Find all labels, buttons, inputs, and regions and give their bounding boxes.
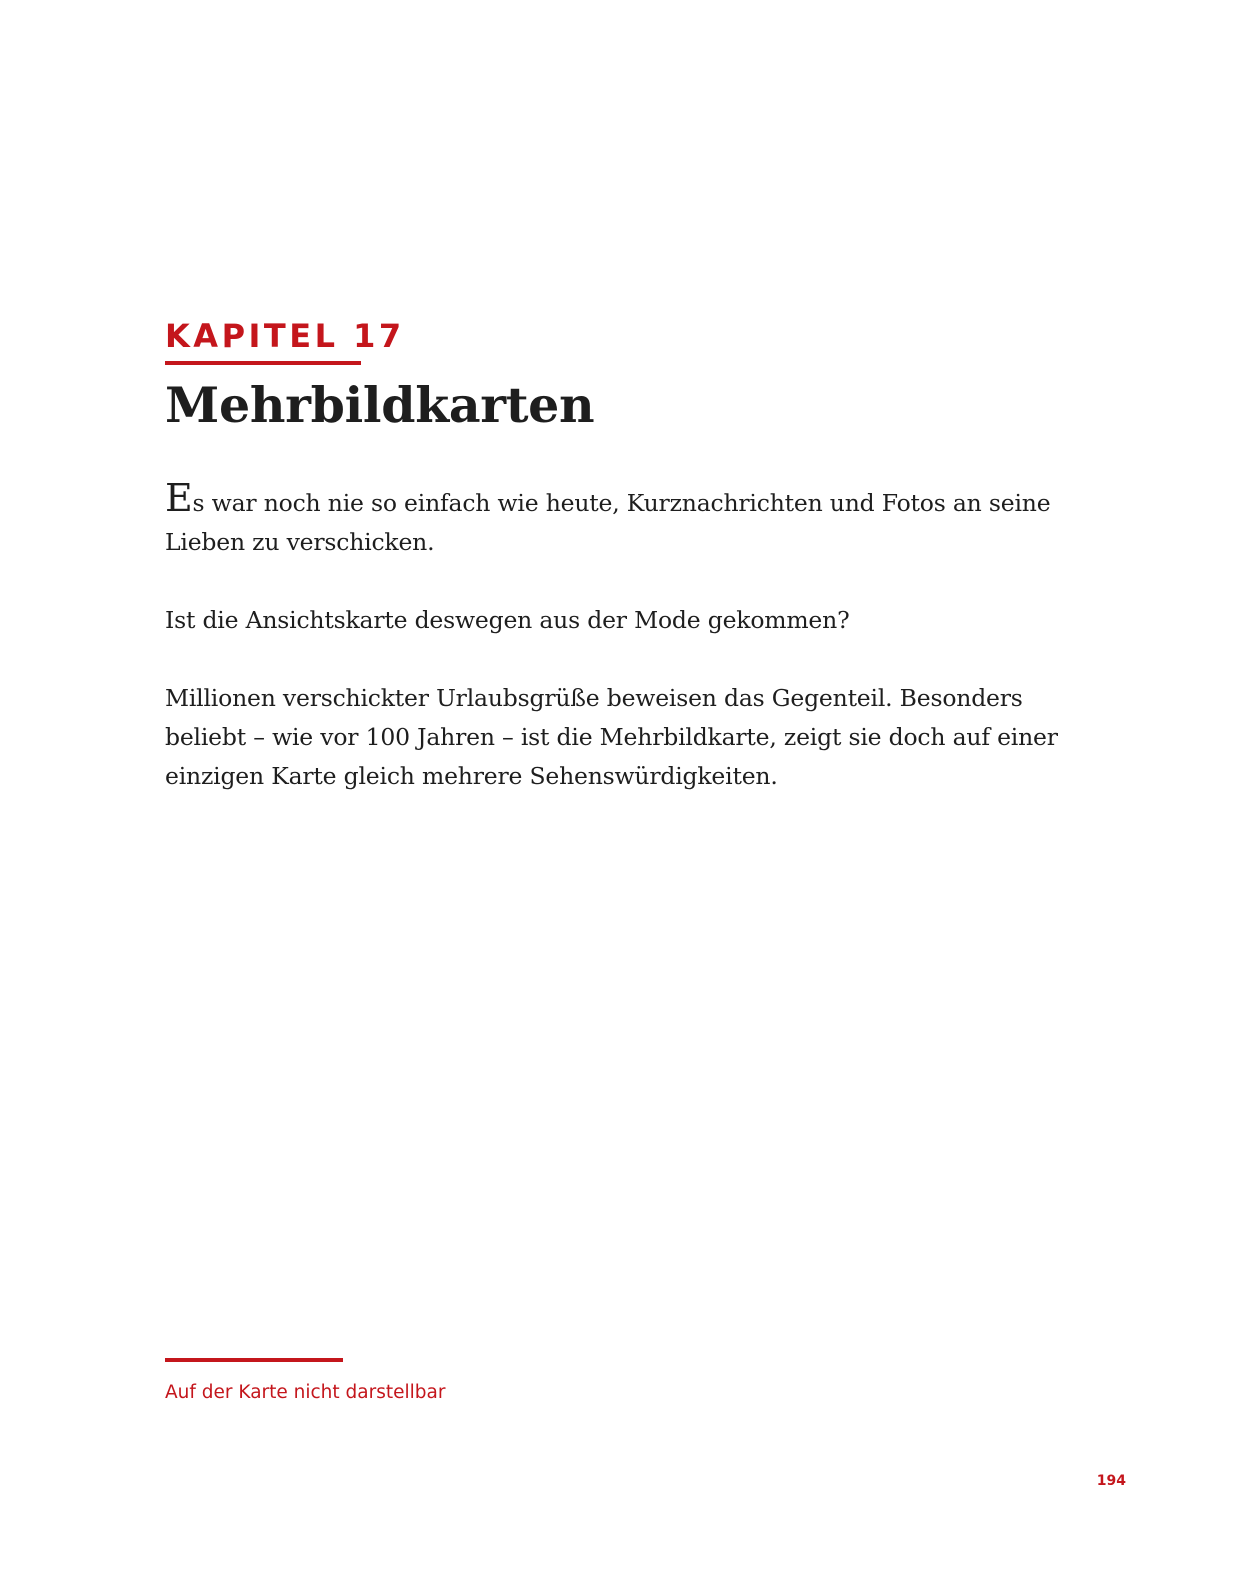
page-number: 194: [1096, 1473, 1126, 1489]
intro-paragraph: [165, 476, 1075, 562]
chapter-title: Mehrbildkarten: [165, 376, 595, 434]
closing-paragraph: Millionen verschickter Urlaubsgrüße beweisen das Gegenteil. Besonders beliebt – wie vor 100 Jahren – ist die Mehrbildkarte, zeigt sie doch auf einer einzigen Karte gleich mehrere Sehenswürdigkeiten.: [165, 684, 1058, 790]
intro-paragraph-text: s war noch nie so einfach wie heute, Kurznachrichten und Fotos an seine Lieben zu verschicken.: [165, 489, 1051, 556]
initial-letter: E: [165, 476, 193, 520]
footnote: Auf der Karte nicht darstellbar: [165, 1382, 446, 1403]
chapter-label: KAPITEL 17: [165, 317, 405, 355]
chapter-rule: [165, 361, 361, 365]
footnote-rule: [165, 1358, 343, 1362]
chapter-body: [165, 476, 1075, 835]
question-paragraph: Ist die Ansichtskarte deswegen aus der Mode gekommen?: [165, 606, 850, 634]
